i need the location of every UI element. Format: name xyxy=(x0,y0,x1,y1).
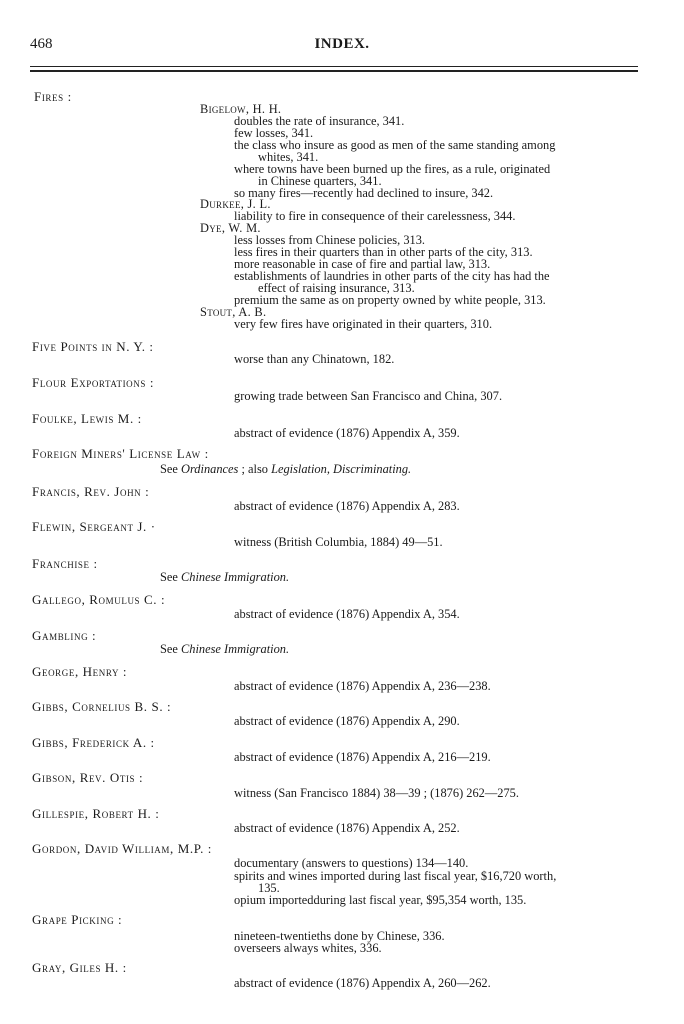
index-line: 135. xyxy=(258,881,280,895)
index-line: abstract of evidence (1876) Appendix A, 359. xyxy=(234,426,460,440)
index-line: witness (British Columbia, 1884) 49—51. xyxy=(234,535,443,549)
index-line: few losses, 341. xyxy=(234,126,314,140)
index-line: less losses from Chinese policies, 313. xyxy=(234,233,426,247)
index-heading: Franchise : xyxy=(32,556,98,571)
index-line: documentary (answers to questions) 134—140. xyxy=(234,856,469,870)
index-heading: Francis, Rev. John : xyxy=(32,484,150,499)
index-heading-fires: Fires : xyxy=(34,89,72,104)
index-line: abstract of evidence (1876) Appendix A, 236—238. xyxy=(234,679,491,693)
index-heading: Five Points in N. Y. : xyxy=(32,339,154,354)
index-line: witness (San Francisco 1884) 38—39 ; (1876) 262—275. xyxy=(234,786,519,800)
subentry-name: Stout, A. B. xyxy=(200,305,267,319)
header-rule-top xyxy=(30,66,638,67)
index-heading: Gordon, David William, M.P. : xyxy=(32,841,212,856)
index-line: whites, 341. xyxy=(258,150,319,164)
index-line: effect of raising insurance, 313. xyxy=(258,281,415,295)
index-line: doubles the rate of insurance, 341. xyxy=(234,114,405,128)
index-line: abstract of evidence (1876) Appendix A, 290. xyxy=(234,714,460,728)
index-heading: George, Henry : xyxy=(32,664,128,679)
index-line: more reasonable in case of fire and partial law, 313. xyxy=(234,257,491,271)
index-heading: Foreign Miners' License Law : xyxy=(32,446,209,461)
subentry-name: Bigelow, H. H. xyxy=(200,102,282,116)
index-line: growing trade between San Francisco and China, 307. xyxy=(234,389,503,403)
index-heading: Gray, Giles H. : xyxy=(32,960,127,975)
index-line: establishments of laundries in other parts of the city has had the xyxy=(234,269,550,283)
index-heading: Gambling : xyxy=(32,628,97,643)
index-heading: Gillespie, Robert H. : xyxy=(32,806,160,821)
page-number: 468 xyxy=(30,36,53,52)
see-reference: See Ordinances ; also Legislation, Discriminating. xyxy=(160,462,412,476)
see-reference: See Chinese Immigration. xyxy=(160,642,290,656)
index-line: spirits and wines imported during last fiscal year, $16,720 worth, xyxy=(234,869,557,883)
index-line: abstract of evidence (1876) Appendix A, 252. xyxy=(234,821,460,835)
subentry-name: Dye, W. M. xyxy=(200,221,261,235)
index-heading: Flewin, Sergeant J. · xyxy=(32,519,156,534)
index-heading: Gibbs, Frederick A. : xyxy=(32,735,155,750)
see-reference: See Chinese Immigration. xyxy=(160,570,290,584)
index-line: opium importedduring last fiscal year, $95,354 worth, 135. xyxy=(234,893,527,907)
index-line: abstract of evidence (1876) Appendix A, 283. xyxy=(234,499,460,513)
index-line: abstract of evidence (1876) Appendix A, 354. xyxy=(234,607,460,621)
index-line: liability to fire in consequence of their carelessness, 344. xyxy=(234,209,516,223)
index-heading: Gallego, Romulus C. : xyxy=(32,592,166,607)
header-rule-bottom xyxy=(30,70,638,72)
index-line: so many fires—recently had declined to insure, 342. xyxy=(234,186,494,200)
index-line: abstract of evidence (1876) Appendix A, 216—219. xyxy=(234,750,491,764)
index-heading: Gibbs, Cornelius B. S. : xyxy=(32,699,172,714)
index-line: where towns have been burned up the fires, as a rule, originated xyxy=(234,162,551,176)
index-line: in Chinese quarters, 341. xyxy=(258,174,382,188)
index-heading: Foulke, Lewis M. : xyxy=(32,411,142,426)
index-line: very few fires have originated in their quarters, 310. xyxy=(234,317,493,331)
index-line: the class who insure as good as men of the same standing among xyxy=(234,138,556,152)
index-heading: Gibson, Rev. Otis : xyxy=(32,770,144,785)
index-heading: Grape Picking : xyxy=(32,912,123,927)
index-line: less fires in their quarters than in other parts of the city, 313. xyxy=(234,245,533,259)
index-line: worse than any Chinatown, 182. xyxy=(234,352,395,366)
subentry-name: Durkee, J. L. xyxy=(200,197,271,211)
index-line: overseers always whites, 336. xyxy=(234,941,382,955)
index-line: abstract of evidence (1876) Appendix A, 260—262. xyxy=(234,976,491,990)
running-head: INDEX. xyxy=(314,36,370,52)
index-heading: Flour Exportations : xyxy=(32,375,155,390)
index-line: premium the same as on property owned by white people, 313. xyxy=(234,293,546,307)
index-line: nineteen-twentieths done by Chinese, 336. xyxy=(234,929,445,943)
